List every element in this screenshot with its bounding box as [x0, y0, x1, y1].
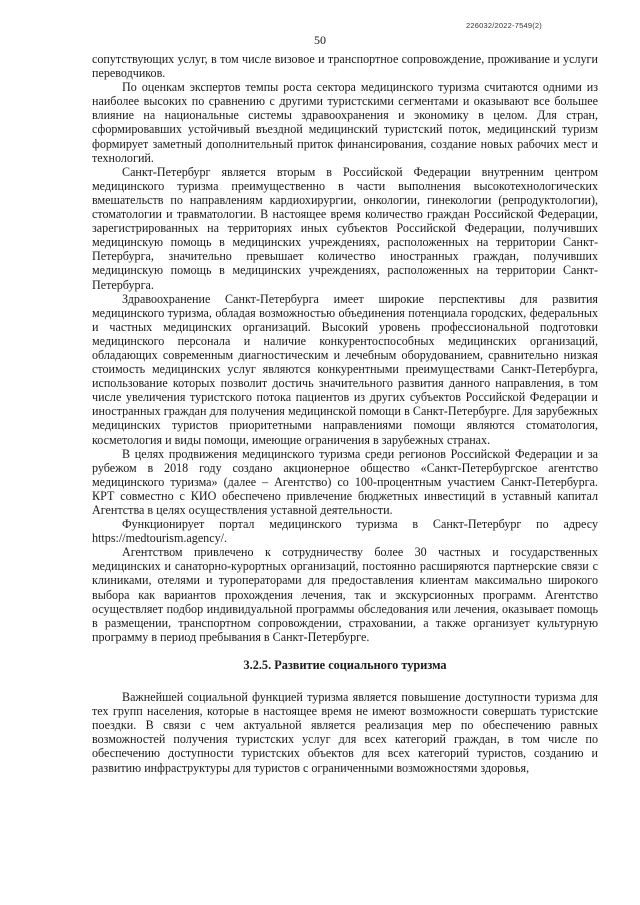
page-number: 50	[314, 33, 326, 47]
paragraph-continuation: сопутствующих услуг, в том числе визовое и транспортное сопровождение, проживание и услуги переводчиков.	[92, 52, 598, 81]
paragraph-social-tourism: Важнейшей социальной функцией туризма является повышение доступности туризма для тех групп населения, которые в настоящее время не имеют возможности совершать туристские поездки. В связи с чем актуальной является реализация мер по обеспечению равных возможностей получения туристских услуг для всех категорий граждан, в том числе по обеспечению доступности туристских объектов для всех категорий туристов, созданию и развитию инфраструктуры для туристов с ограниченными возможностями здоровья,	[92, 690, 598, 775]
paragraph-market-growth: По оценкам экспертов темпы роста сектора медицинского туризма считаются одними из наиболее высоких по сравнению с другими туристскими сегментами и оказывают все большее влияние на национальные системы здравоохранения и экономику в целом. Для стран, сформировавших устойчивый въездной медицинский туристский поток, медицинский туризм формирует заметный дополнительный приток финансирования, создание новых рабочих мест и технологий.	[92, 80, 598, 165]
paragraph-healthcare-prospects: Здравоохранение Санкт-Петербурга имеет широкие перспективы для развития медицинского туризма, обладая возможностью объединения потенциала городских, федеральных и частных медицинских организаций. Высокий уровень профессиональной подготовки медицинского персонала и наличие конкурентоспособных медицинских организаций, обладающих современным диагностическим и лечебным оборудованием, сравнительно низкая стоимость медицинских услуг являются конкурентными преимуществами Санкт-Петербурга, использование которых позволит достичь значительного развития данного направления, в том числе увеличения туристского потока пациентов из других субъектов Российской Федерации и иностранных граждан для получения медицинской помощи в Санкт-Петербурге. Для зарубежных медицинских туристов приоритетными направлениями помощи являются стоматология, косметология и виды помощи, имеющие ограничения в зарубежных странах.	[92, 291, 598, 447]
section-heading: 3.2.5. Развитие социального туризма	[243, 657, 447, 672]
document-body	[92, 52, 598, 775]
paragraph-portal: Функционирует портал медицинского туризма в Санкт-Петербург по адресу https://medtourism.agency/.	[92, 517, 598, 546]
paragraph-agency-creation: В целях продвижения медицинского туризма среди регионов Российской Федерации и за рубежом в 2018 году создано акционерное общество «Санкт-Петербургское агентство медицинского туризма» (далее – Агентство) со 100-процентным участием Санкт-Петербурга. КРТ совместно с КИО обеспечено привлечение бюджетных инвестиций в уставный капитал Агентства в целях осуществления уставной деятельности.	[92, 446, 598, 517]
registration-number: 226032/2022-7549(2)	[466, 21, 542, 30]
paragraph-agency-partners: Агентством привлечено к сотрудничеству более 30 частных и государственных медицинских и санаторно-курортных организаций, постоянно расширяются партнерские связи с клиниками, отелями и туроператорами для предоставления клиентам максимально широкого выбора как вариантов прохождения лечения, так и экскурсионных программ. Агентство осуществляет подбор индивидуальной программы обследования или лечения, оказывает помощь в размещении, транспортном сопровождении, страховании, а также организует культурную программу в период пребывания в Санкт-Петербурге.	[92, 545, 598, 644]
paragraph-spb-center: Санкт-Петербург является вторым в Российской Федерации внутренним центром медицинского туризма преимущественно в части выполнения высокотехнологических вмешательств по направлениям кардиохирургии, онкологии, гинекологии (репродуктологии), стоматологии и травматологии. В настоящее время количество граждан Российской Федерации, зарегистрированных на территориях иных субъектов Российской Федерации, получивших медицинскую помощь в медицинских учреждениях, расположенных на территории Санкт-Петербурга, значительно превышает количество иностранных граждан, получивших медицинскую помощь в медицинских учреждениях, расположенных на территории Санкт-Петербурга.	[92, 164, 598, 292]
